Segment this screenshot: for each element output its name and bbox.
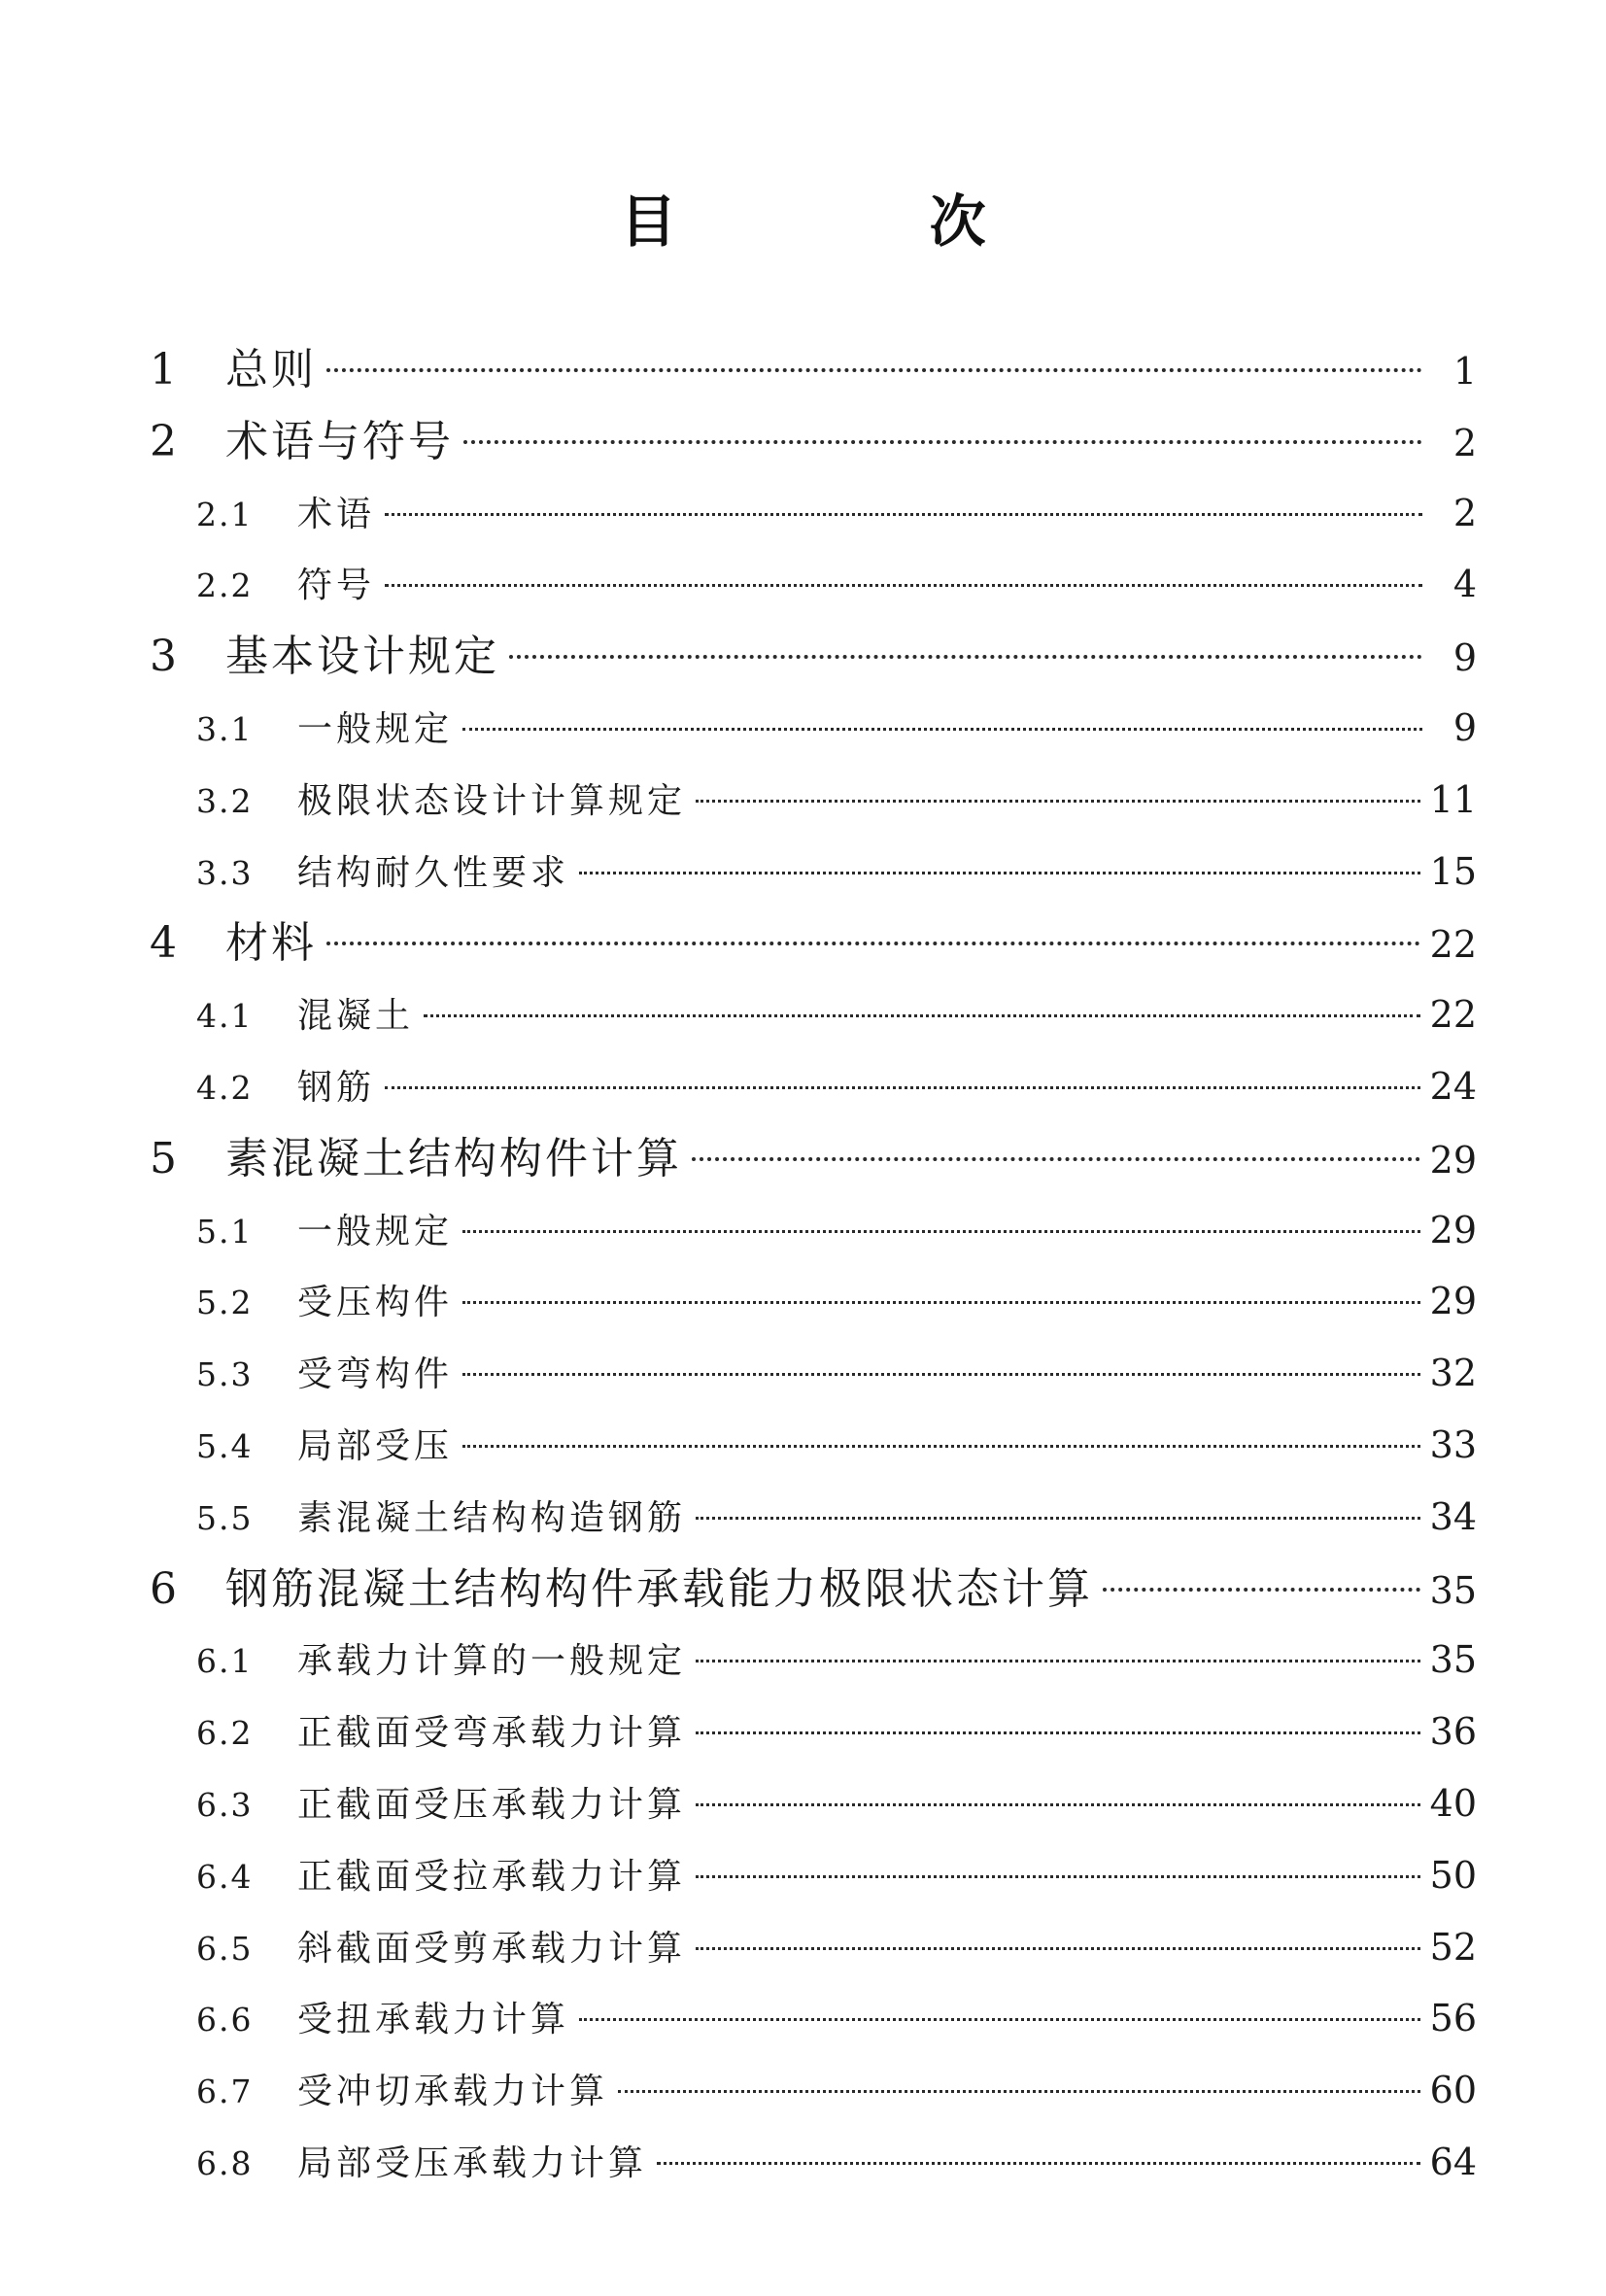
toc-dot-leader [657,2162,1420,2165]
toc-section-entry[interactable] [146,1051,1477,1123]
toc-dot-leader [385,584,1422,587]
toc-page-number: 22 [1429,993,1477,1037]
toc-dot-leader [385,513,1422,516]
toc-entry-number: 6 [150,1563,177,1614]
toc-entry-label: 正截面受拉承载力计算 [297,1856,687,1897]
toc-page-number: 33 [1429,1422,1477,1466]
toc-dot-leader [509,655,1422,659]
toc-section-entry[interactable] [146,478,1477,550]
toc-page-number: 15 [1429,849,1477,893]
toc-chapter-entry[interactable] [146,621,1477,693]
toc-dot-leader [462,1230,1420,1233]
toc-dot-leader [326,368,1422,372]
toc-entry-label: 总则 [225,345,317,394]
toc-section-entry[interactable] [146,1482,1477,1554]
toc-entry-number: 1 [150,345,177,394]
toc-dot-leader [462,1445,1420,1448]
toc-page-number: 35 [1429,1638,1477,1682]
toc-entry-number: 2 [150,416,177,466]
toc-entry-label: 素混凝土结构构造钢筋 [297,1497,687,1538]
toc-entry-number: 6.6 [196,2001,254,2039]
toc-page-number: 40 [1429,1781,1477,1825]
toc-entry-label: 受压构件 [297,1283,454,1323]
toc-page-number: 34 [1429,1494,1477,1538]
toc-entry-label: 钢筋混凝土结构构件承载能力极限状态计算 [225,1563,1093,1614]
toc-entry-number: 6.3 [196,1785,254,1824]
toc-entry-number: 2.1 [196,495,254,533]
toc-entry-label: 受冲切承载力计算 [297,2072,609,2112]
toc-entry-label: 极限状态设计计算规定 [297,780,687,821]
toc-entry-label: 基本设计规定 [225,632,499,682]
toc-entry-label: 局部受压承载力计算 [297,2142,648,2183]
toc-entry-number: 3 [150,632,177,682]
toc-entry-label: 符号 [297,565,376,606]
toc-section-entry[interactable] [146,693,1477,765]
toc-page-number: 36 [1429,1710,1477,1754]
toc-dot-leader [462,728,1422,731]
toc-entry-label: 受扭承载力计算 [297,2000,570,2040]
toc-entry-label: 局部受压 [297,1425,454,1466]
toc-entry-label: 材料 [225,918,317,969]
toc-entry-number: 6.5 [196,1929,254,1968]
toc-entry-label: 术语 [297,494,376,534]
toc-entry-number: 6.4 [196,1857,254,1896]
toc-section-entry[interactable] [146,1840,1477,1912]
toc-chapter-entry[interactable] [146,1554,1477,1626]
toc-chapter-entry[interactable] [146,406,1477,478]
toc-page-number: 1 [1452,350,1477,393]
toc-dot-leader [696,1731,1420,1734]
toc-section-entry[interactable] [146,765,1477,837]
toc-entry-number: 5.1 [196,1212,254,1251]
toc-dot-leader [463,440,1422,444]
toc-section-entry[interactable] [146,1983,1477,2055]
toc-chapter-entry[interactable] [146,1123,1477,1195]
toc-page-number: 52 [1429,1925,1477,1969]
toc-dot-leader [696,1803,1420,1806]
toc-page-number: 2 [1452,421,1477,464]
toc-page-number: 35 [1429,1568,1477,1612]
toc-section-entry[interactable] [146,837,1477,908]
toc-entry-number: 5.2 [196,1284,254,1322]
toc-entry-number: 3.2 [196,781,254,820]
toc-entry-label: 结构耐久性要求 [297,852,570,893]
toc-section-entry[interactable] [146,1696,1477,1768]
toc-dot-leader [1103,1588,1420,1592]
toc-dot-leader [579,872,1420,874]
toc-section-entry[interactable] [146,1266,1477,1338]
toc-dot-leader [696,1947,1420,1950]
table-of-contents [146,334,1477,2199]
toc-dot-leader [692,1157,1420,1161]
toc-page-number: 29 [1429,1138,1477,1182]
toc-page-number: 9 [1452,636,1477,680]
toc-entry-number: 6.1 [196,1642,254,1681]
toc-section-entry[interactable] [146,1912,1477,1984]
toc-dot-leader [618,2090,1420,2093]
toc-dot-leader [696,1875,1420,1878]
toc-entry-number: 4.1 [196,997,254,1036]
toc-page-number: 64 [1429,2140,1477,2183]
toc-entry-label: 正截面受弯承载力计算 [297,1713,687,1754]
toc-entry-label: 受弯构件 [297,1354,454,1395]
toc-page-number: 4 [1452,563,1477,606]
toc-page-number: 2 [1452,491,1477,534]
toc-entry-label: 钢筋 [297,1067,376,1108]
toc-entry-label: 一般规定 [297,1211,454,1251]
page-title: 目 次 [620,188,1103,255]
toc-section-entry[interactable] [146,549,1477,621]
toc-entry-number: 5 [150,1133,177,1183]
toc-page-number: 24 [1429,1064,1477,1108]
toc-section-entry[interactable] [146,1195,1477,1267]
toc-dot-leader [424,1014,1420,1017]
toc-entry-number: 6.8 [196,2143,254,2182]
toc-section-entry[interactable] [146,2055,1477,2127]
toc-page-number: 22 [1429,923,1477,967]
toc-entry-number: 2.2 [196,566,254,605]
toc-entry-number: 5.4 [196,1426,254,1465]
toc-section-entry[interactable] [146,1625,1477,1696]
toc-dot-leader [462,1373,1420,1376]
toc-entry-number: 4 [150,918,177,969]
toc-page-number: 56 [1429,1997,1477,2040]
toc-entry-label: 正截面受压承载力计算 [297,1784,687,1825]
toc-entry-label: 术语与符号 [225,416,454,466]
toc-section-entry[interactable] [146,1338,1477,1410]
toc-dot-leader [462,1301,1420,1304]
toc-section-entry[interactable] [146,1410,1477,1482]
toc-entry-number: 5.3 [196,1355,254,1394]
toc-section-entry[interactable] [146,979,1477,1051]
toc-dot-leader [326,942,1420,945]
toc-chapter-entry[interactable] [146,334,1477,406]
toc-entry-label: 素混凝土结构构件计算 [225,1133,682,1183]
toc-page-number: 29 [1429,1280,1477,1323]
toc-entry-label: 混凝土 [297,996,415,1037]
toc-section-entry[interactable] [146,2127,1477,2199]
toc-dot-leader [579,2018,1420,2021]
toc-entry-number: 5.5 [196,1498,254,1537]
toc-entry-label: 斜截面受剪承载力计算 [297,1928,687,1969]
toc-chapter-entry[interactable] [146,908,1477,979]
toc-section-entry[interactable] [146,1768,1477,1840]
toc-entry-number: 4.2 [196,1068,254,1107]
toc-page-number: 29 [1429,1208,1477,1251]
toc-page-number: 60 [1429,2069,1477,2112]
toc-entry-label: 一般规定 [297,708,454,749]
toc-dot-leader [385,1086,1420,1089]
toc-entry-number: 3.3 [196,853,254,892]
toc-page-number: 11 [1429,777,1477,821]
toc-entry-number: 6.7 [196,2073,254,2111]
toc-entry-label: 承载力计算的一般规定 [297,1641,687,1682]
toc-dot-leader [696,1660,1420,1662]
toc-entry-number: 6.2 [196,1714,254,1753]
toc-dot-leader [696,800,1420,803]
toc-entry-number: 3.1 [196,709,254,748]
toc-page-number: 32 [1429,1352,1477,1395]
toc-dot-leader [696,1517,1420,1520]
toc-page-number: 50 [1429,1853,1477,1897]
toc-page-number: 9 [1452,705,1477,749]
